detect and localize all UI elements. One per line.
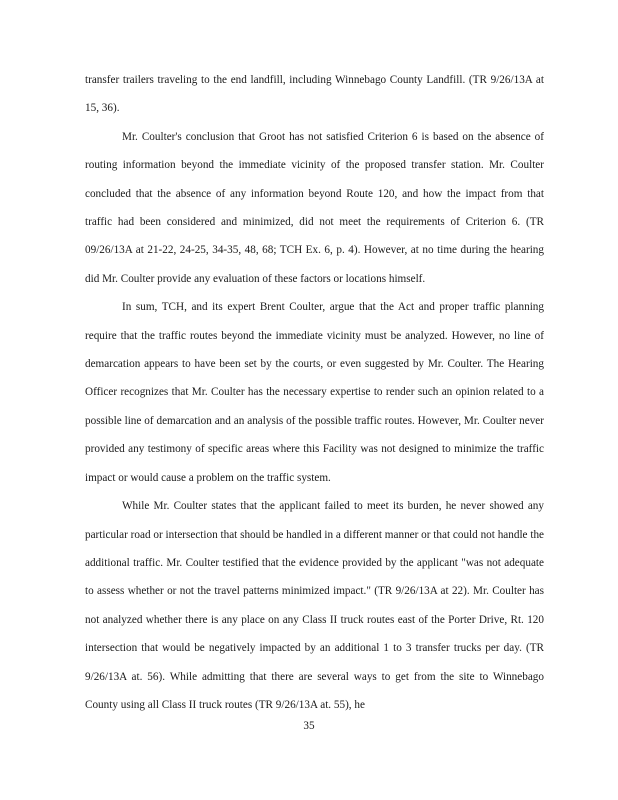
page-number: 35 xyxy=(303,720,315,732)
paragraph-coulter-conclusion: Mr. Coulter's conclusion that Groot has not satisfied Criterion 6 is based on the absence of routing information beyond the immediate vicinity of the proposed transfer station. Mr. Coulter concluded that the absence of any information beyond Route 120, and how the impact from that traffic had been considered and minimized, did not meet the requirements of Criterion 6. (TR 09/26/13A at 21-22, 24-25, 34-35, 48, 68; TCH Ex. 6, p. 4). However, at no time during the hearing did Mr. Coulter provide any evaluation of these factors or locations himself. xyxy=(85,130,544,285)
paragraph-continuation: transfer trailers traveling to the end landfill, including Winnebago County Landfill. (TR 9/26/13A at 15, 36). xyxy=(85,74,544,115)
paragraph-in-sum: In sum, TCH, and its expert Brent Coulter, argue that the Act and proper traffic planning require that the traffic routes beyond the immediate vicinity must be analyzed. However, no line of demarcation appears to have been set by the courts, or even suggested by Mr. Coulter. The Hearing Officer recognizes that Mr. Coulter has the necessary expertise to render such an opinion related to a possible line of demarcation and an analysis of the possible traffic routes. However, Mr. Coulter never provided any testimony of specific areas where this Facility was not designed to minimize the traffic impact or would cause a problem on the traffic system. xyxy=(85,301,544,484)
paragraph-burden: While Mr. Coulter states that the applicant failed to meet its burden, he never showed any particular road or intersection that should be handled in a different manner or that could not handle the additional traffic. Mr. Coulter testified that the evidence provided by the applicant "was not adequate to assess whether or not the travel patterns minimized impact." (TR 9/26/13A at 22). Mr. Coulter has not analyzed whether there is any place on any Class II truck routes east of the Porter Drive, Rt. 120 intersection that would be negatively impacted by an additional 1 to 3 transfer trucks per day. (TR 9/26/13A at. 56). While admitting that there are several ways to get from the site to Winnebago County using all Class II truck routes (TR 9/26/13A at. 55), he xyxy=(85,500,544,711)
document-body xyxy=(85,66,544,719)
